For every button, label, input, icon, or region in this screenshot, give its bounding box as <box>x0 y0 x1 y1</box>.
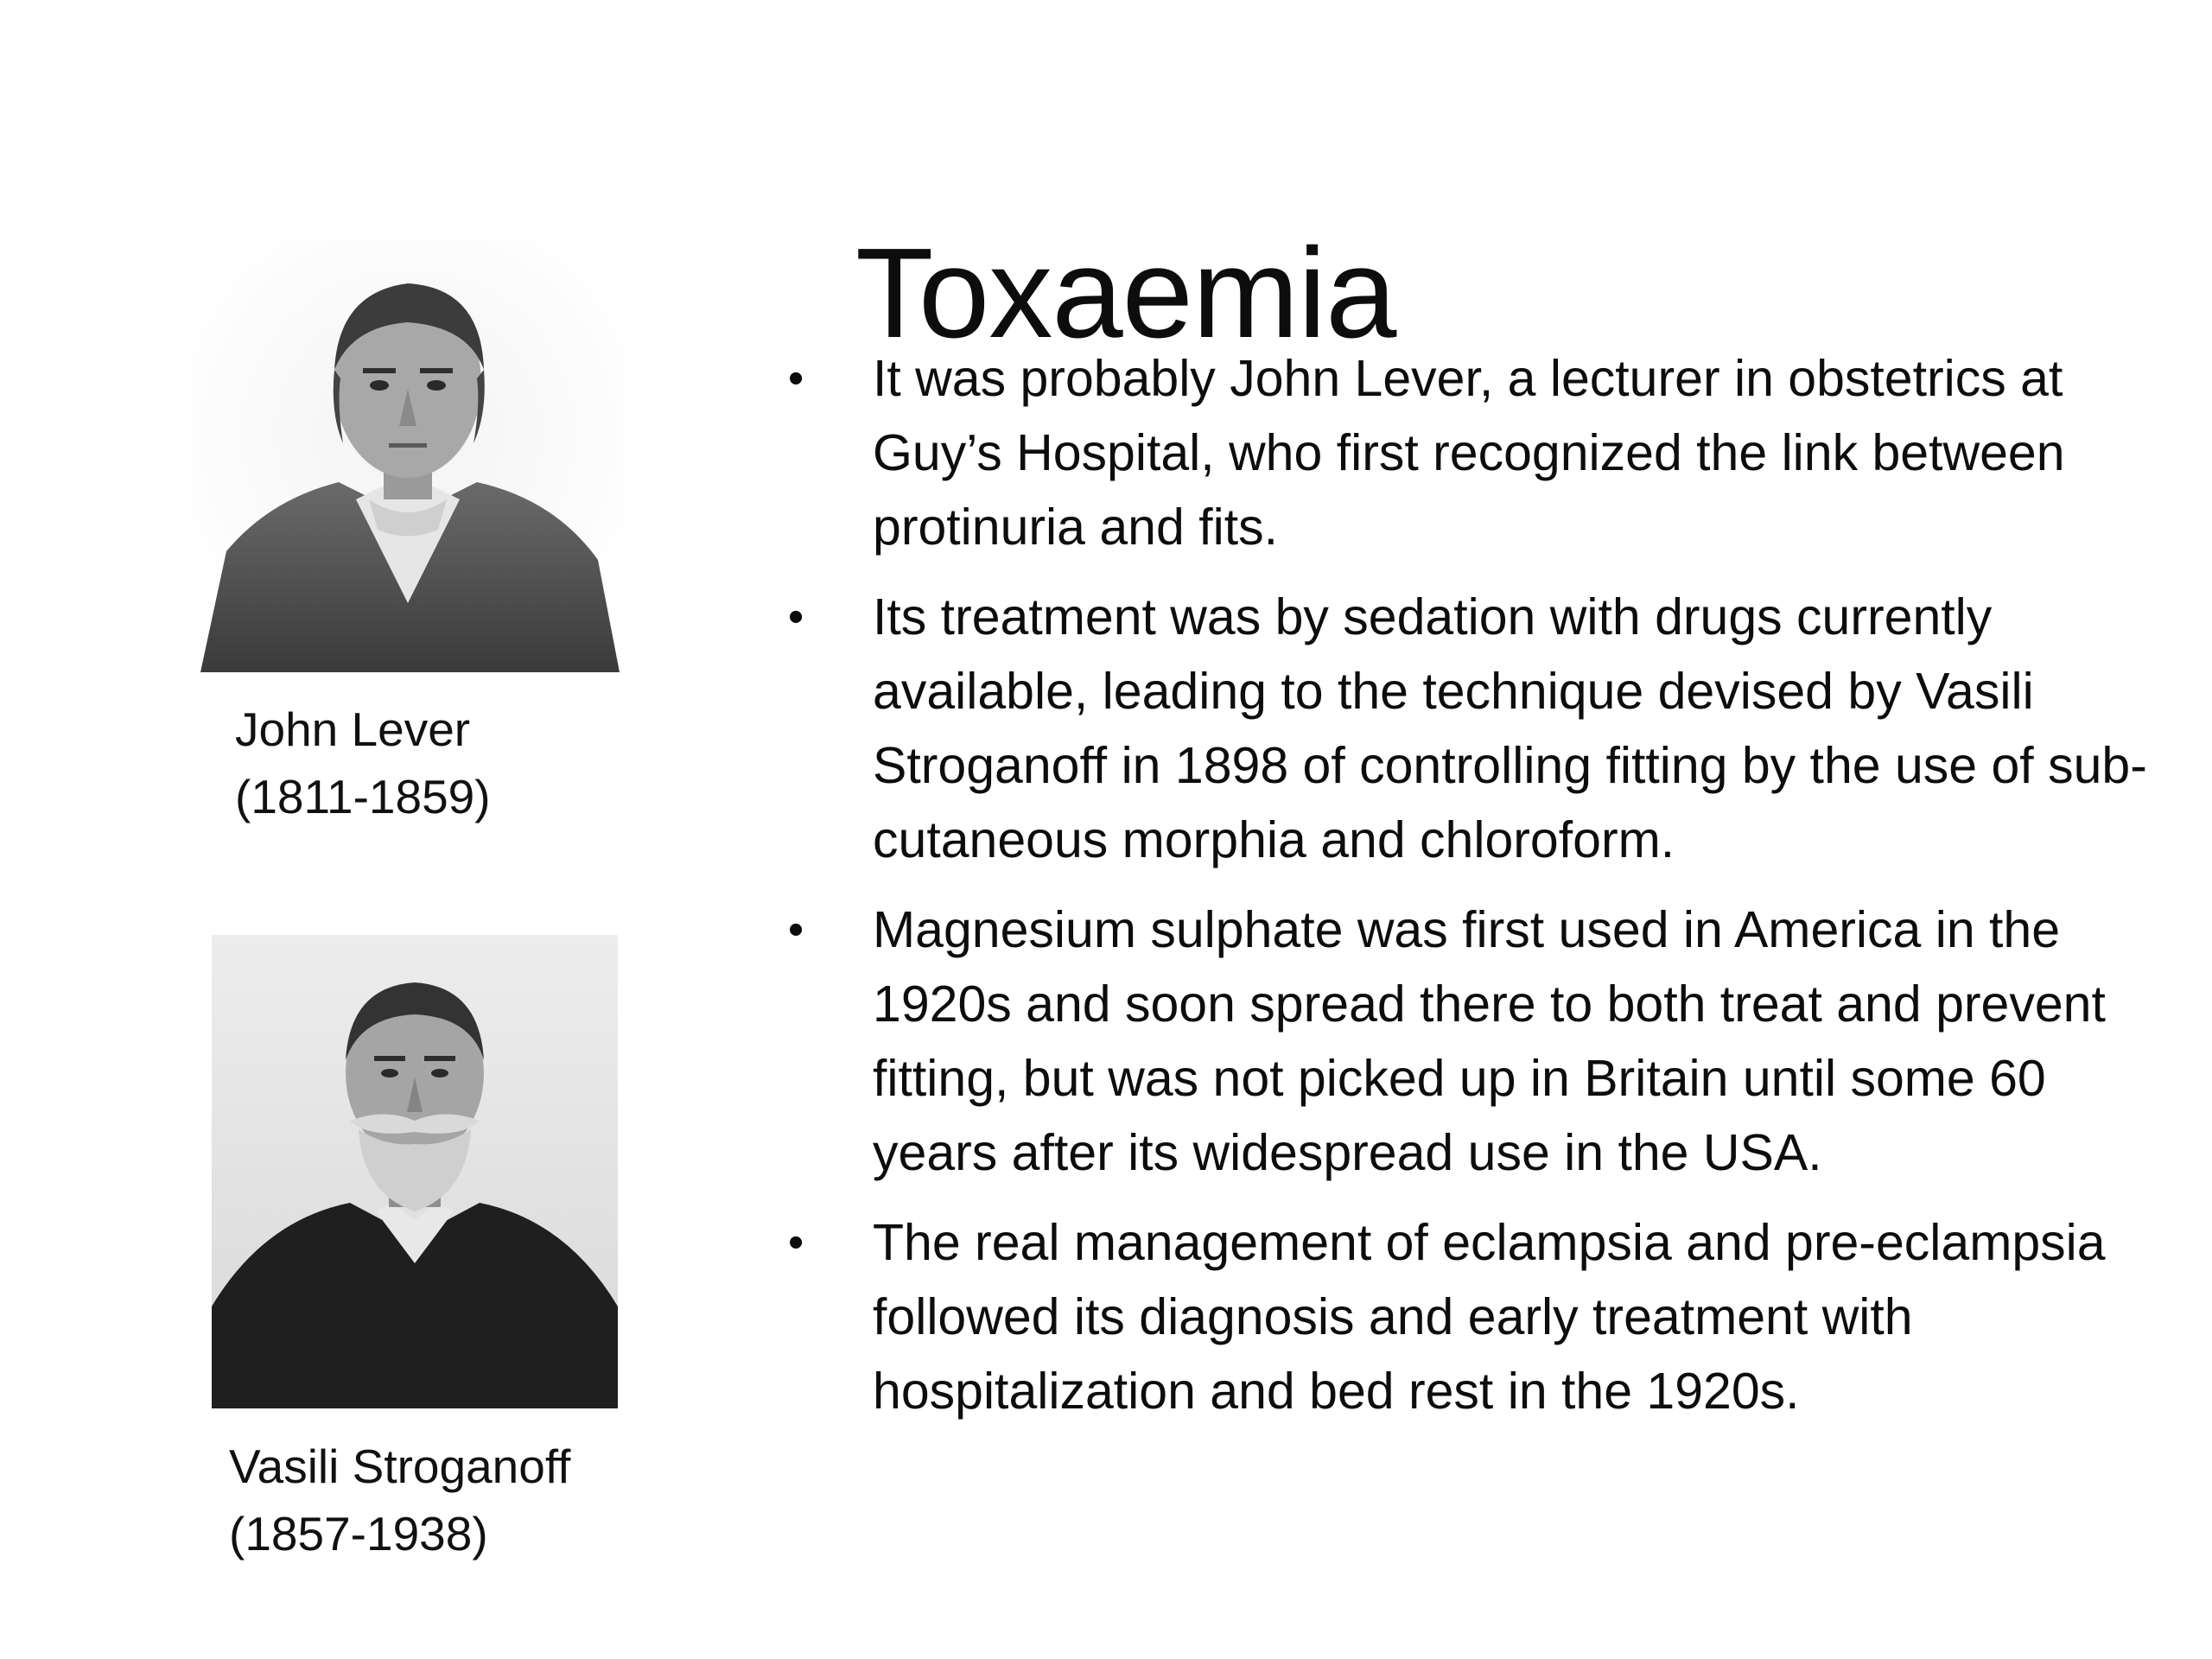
bullet-text: Magnesium sulphate was first used in America in the 1920s and soon spread there to both treat and prevent fitting, but was not picked up in Britain until some 60 years after its widespread use in the USA. <box>873 901 2106 1181</box>
bullet-list <box>778 341 2177 1444</box>
bullet-text: It was probably John Lever, a lecturer in obstetrics at Guy’s Hospital, who first recognized the link between protinuria and fits. <box>873 350 2065 556</box>
bullet-marker: • <box>788 353 804 404</box>
bullet-item <box>778 1205 2177 1428</box>
slide-title: Toxaemia <box>855 222 1396 365</box>
bullet-text: The real management of eclampsia and pre-eclampsia followed its diagnosis and early treatment with hospitalization and bed rest in the 1920s. <box>873 1214 2106 1420</box>
caption-vasili-stroganoff <box>229 1433 570 1567</box>
bullet-item <box>778 580 2177 877</box>
portrait-john-lever <box>192 240 626 672</box>
bullet-marker: • <box>788 905 804 955</box>
portrait-name: John Lever <box>235 702 471 756</box>
engraving-portrait-image <box>192 240 626 672</box>
portrait-dates: (1811-1859) <box>235 770 491 823</box>
caption-john-lever <box>235 696 491 830</box>
portrait-dates: (1857-1938) <box>229 1507 488 1560</box>
photo-portrait-image <box>212 935 618 1408</box>
bullet-marker: • <box>788 592 804 642</box>
portrait-name: Vasili Stroganoff <box>229 1440 571 1493</box>
bullet-item <box>778 893 2177 1190</box>
bullet-text: Its treatment was by sedation with drugs currently available, leading to the technique devised by Vasili Stroganoff in 1898 of controlling fitting by the use of sub-cutaneous morphia and chloroform. <box>873 588 2147 868</box>
bullet-item <box>778 341 2177 564</box>
bullet-marker: • <box>788 1217 804 1268</box>
portrait-vasili-stroganoff <box>212 935 618 1408</box>
